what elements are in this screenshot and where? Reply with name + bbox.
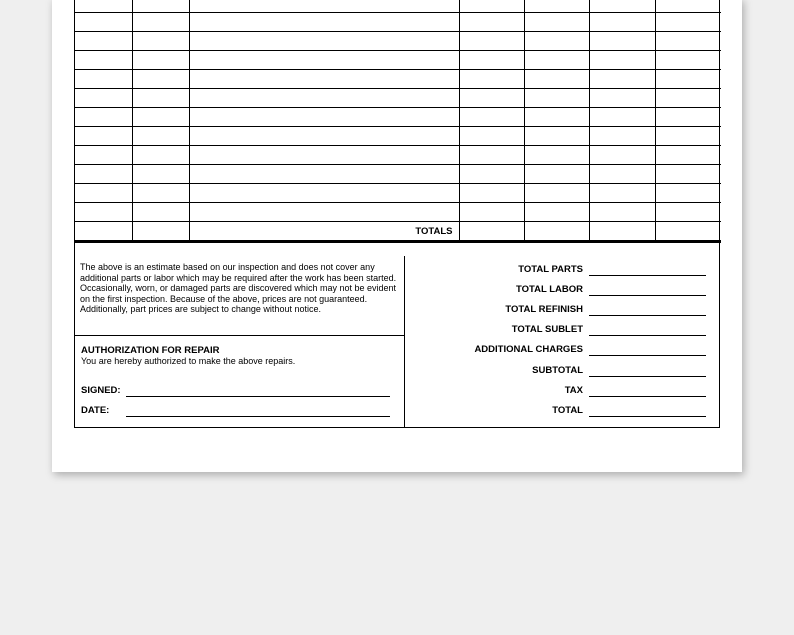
- table-cell[interactable]: [589, 0, 655, 12]
- table-cell[interactable]: [589, 31, 655, 50]
- table-cell[interactable]: [459, 183, 524, 202]
- summary-value-line[interactable]: [589, 315, 706, 316]
- summary-label: TOTAL SUBLET: [511, 324, 583, 336]
- summary-value-line[interactable]: [589, 376, 706, 377]
- table-cell[interactable]: [75, 145, 132, 164]
- table-row: [75, 31, 721, 50]
- summary-label: ADDITIONAL CHARGES: [474, 344, 583, 356]
- table-cell[interactable]: [459, 202, 524, 221]
- summary-label: TOTAL PARTS: [518, 264, 583, 275]
- summary-row: [406, 304, 719, 318]
- table-cell[interactable]: [75, 31, 132, 50]
- table-cell[interactable]: [132, 164, 189, 183]
- table-cell[interactable]: [459, 88, 524, 107]
- table-cell[interactable]: [189, 50, 459, 69]
- totals-row: [75, 221, 721, 241]
- summary-value-line[interactable]: [589, 335, 706, 336]
- table-cell[interactable]: [132, 69, 189, 88]
- table-cell[interactable]: [459, 50, 524, 69]
- table-cell[interactable]: [655, 202, 721, 221]
- table-cell[interactable]: [132, 88, 189, 107]
- summary-row: [406, 365, 719, 379]
- line-items-table: [74, 0, 720, 256]
- table-cell[interactable]: [655, 107, 721, 126]
- table-cell[interactable]: [655, 145, 721, 164]
- table-cell[interactable]: [189, 126, 459, 145]
- table-cell[interactable]: [75, 164, 132, 183]
- summary-value-line[interactable]: [589, 355, 706, 356]
- authorization-title: AUTHORIZATION FOR REPAIR: [81, 345, 220, 356]
- summary-label: TOTAL LABOR: [515, 284, 583, 296]
- table-row: [75, 126, 721, 145]
- date-label: DATE:: [81, 405, 110, 416]
- summary-row: [406, 405, 719, 419]
- table-cell[interactable]: [459, 69, 524, 88]
- table-cell[interactable]: [655, 12, 721, 31]
- summary-label: TOTAL REFINISH: [505, 304, 583, 316]
- table-cell[interactable]: [524, 31, 589, 50]
- authorization-text: You are hereby authorized to make the above repairs.: [81, 356, 296, 366]
- table-cell[interactable]: [655, 164, 721, 183]
- table-cell[interactable]: [189, 88, 459, 107]
- summary-value-line[interactable]: [589, 416, 706, 417]
- table-cell[interactable]: [589, 107, 655, 126]
- table-cell[interactable]: [589, 69, 655, 88]
- table-cell[interactable]: [189, 12, 459, 31]
- table-cell[interactable]: [655, 50, 721, 69]
- table-cell[interactable]: [459, 107, 524, 126]
- totals-panel: [406, 256, 719, 427]
- table-cell[interactable]: [75, 107, 132, 126]
- table-cell[interactable]: [524, 107, 589, 126]
- terms-panel: [75, 256, 405, 427]
- summary-label: TOTAL: [552, 404, 583, 416]
- table-cell[interactable]: [459, 0, 524, 12]
- table-cell[interactable]: [75, 50, 132, 69]
- totals-cell: [132, 221, 189, 241]
- table-cell[interactable]: [589, 164, 655, 183]
- disclaimer-text: The above is an estimate based on our inspection and does not cover any additional parts or labor which may be required after the work has been started. Occasionally, worn, or damaged parts are discovered which may not be evident on the first inspection. Because of the above, prices are not guaranteed. Additionally, part prices are subject to change without notice.: [80, 262, 397, 314]
- table-cell[interactable]: [189, 202, 459, 221]
- table-cell[interactable]: [589, 183, 655, 202]
- table-cell[interactable]: [189, 31, 459, 50]
- table-cell[interactable]: [655, 126, 721, 145]
- table-row: [75, 145, 721, 164]
- table-cell[interactable]: [132, 0, 189, 12]
- table-cell[interactable]: [132, 126, 189, 145]
- table-cell[interactable]: [132, 31, 189, 50]
- table-cell[interactable]: [189, 164, 459, 183]
- table-cell[interactable]: [75, 69, 132, 88]
- summary-row: [406, 284, 719, 298]
- table-cell[interactable]: [189, 107, 459, 126]
- table-cell[interactable]: [655, 31, 721, 50]
- table-row: [75, 50, 721, 69]
- summary-label: SUBTOTAL: [532, 364, 583, 376]
- table-cell[interactable]: [189, 0, 459, 12]
- table-cell[interactable]: [189, 183, 459, 202]
- table-cell[interactable]: [75, 183, 132, 202]
- summary-value-line[interactable]: [589, 295, 706, 296]
- table-cell[interactable]: [524, 126, 589, 145]
- table-cell[interactable]: [655, 183, 721, 202]
- table-cell[interactable]: [589, 12, 655, 31]
- table-cell[interactable]: [459, 164, 524, 183]
- totals-label: TOTALS: [189, 221, 459, 241]
- summary-row: [406, 385, 719, 399]
- totals-cell[interactable]: [589, 221, 655, 241]
- table-cell[interactable]: [189, 145, 459, 164]
- summary-row: [406, 324, 719, 338]
- table-row: [75, 202, 721, 221]
- table-cell[interactable]: [459, 126, 524, 145]
- table-cell[interactable]: [75, 0, 132, 12]
- table-cell[interactable]: [524, 50, 589, 69]
- table-cell[interactable]: [132, 183, 189, 202]
- table-row: [75, 69, 721, 88]
- summary-row: [406, 344, 719, 358]
- totals-cell[interactable]: [459, 221, 524, 241]
- table-cell[interactable]: [655, 69, 721, 88]
- table-cell[interactable]: [75, 12, 132, 31]
- table-cell[interactable]: [524, 145, 589, 164]
- table-cell[interactable]: [132, 12, 189, 31]
- table-cell[interactable]: [655, 88, 721, 107]
- table-cell[interactable]: [524, 12, 589, 31]
- signature-line[interactable]: [126, 396, 390, 397]
- table-cell[interactable]: [132, 202, 189, 221]
- table-cell[interactable]: [75, 88, 132, 107]
- summary-value-line[interactable]: [589, 396, 706, 397]
- table-row: [75, 12, 721, 31]
- table-cell[interactable]: [524, 0, 589, 12]
- totals-cell[interactable]: [524, 221, 589, 241]
- table-cell[interactable]: [459, 31, 524, 50]
- table-cell[interactable]: [132, 50, 189, 69]
- table-row: [75, 88, 721, 107]
- table-cell[interactable]: [75, 202, 132, 221]
- table-row: [75, 183, 721, 202]
- summary-value-line[interactable]: [589, 275, 706, 276]
- totals-cell[interactable]: [655, 221, 721, 241]
- table-row: [75, 107, 721, 126]
- table-cell[interactable]: [189, 69, 459, 88]
- summary-row: [406, 264, 719, 278]
- date-line[interactable]: [126, 416, 390, 417]
- summary-label: TAX: [564, 384, 583, 396]
- summary-section: [74, 256, 720, 428]
- table-cell[interactable]: [655, 0, 721, 12]
- signed-label: SIGNED:: [81, 385, 121, 396]
- estimate-sheet: [52, 0, 742, 472]
- table-cell[interactable]: [589, 126, 655, 145]
- table-cell[interactable]: [132, 107, 189, 126]
- table-row: [75, 0, 721, 12]
- table-row: [75, 164, 721, 183]
- section-divider: [75, 335, 405, 336]
- table-cell[interactable]: [524, 164, 589, 183]
- table-cell[interactable]: [524, 69, 589, 88]
- table-cell[interactable]: [589, 50, 655, 69]
- table-cell[interactable]: [132, 145, 189, 164]
- table-cell[interactable]: [459, 12, 524, 31]
- table-cell[interactable]: [524, 202, 589, 221]
- table-cell[interactable]: [459, 145, 524, 164]
- table-cell[interactable]: [589, 202, 655, 221]
- table-cell[interactable]: [524, 183, 589, 202]
- table-cell[interactable]: [524, 88, 589, 107]
- totals-cell: [75, 221, 132, 241]
- table-cell[interactable]: [589, 88, 655, 107]
- table-cell[interactable]: [75, 126, 132, 145]
- table-cell[interactable]: [589, 145, 655, 164]
